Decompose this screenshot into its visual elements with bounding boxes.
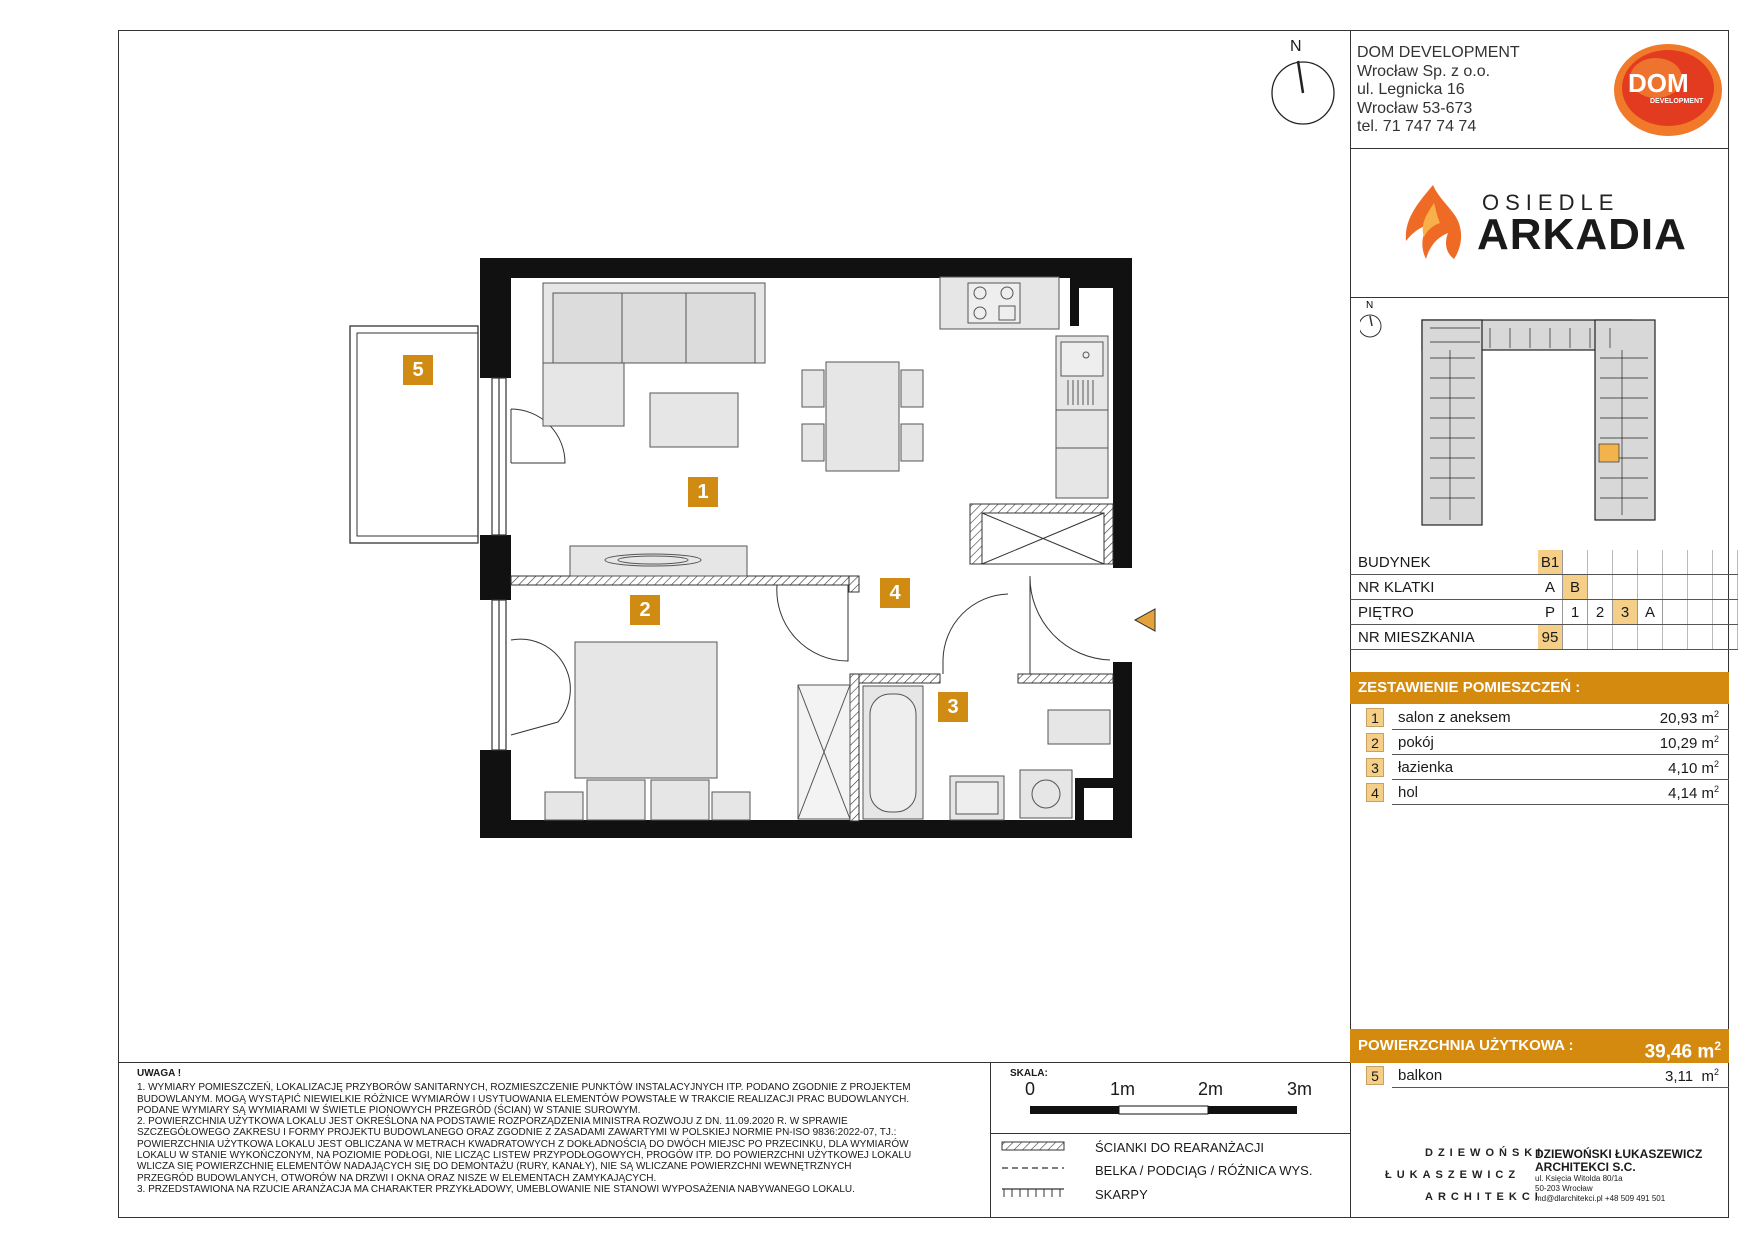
company-line: ul. Legnicka 16 bbox=[1357, 81, 1465, 98]
total-area-label: POWIERZCHNIA UŻYTKOWA : bbox=[1358, 1037, 1574, 1054]
sup-2: 2 bbox=[1713, 784, 1719, 794]
room-name: salon z aneksem bbox=[1398, 709, 1511, 726]
dom-development-logo bbox=[1610, 40, 1726, 140]
floor-option-selected: 3 bbox=[1613, 600, 1638, 625]
room-area-value: 4,10 bbox=[1668, 760, 1698, 777]
room-area-unit: m bbox=[1701, 785, 1714, 802]
balcony-name: balkon bbox=[1398, 1067, 1443, 1084]
dom-logo-text: DOM bbox=[1628, 68, 1689, 98]
building-key-plan bbox=[1360, 298, 1705, 534]
sup-2: 2 bbox=[1713, 709, 1719, 719]
balcony-area-unit: m bbox=[1701, 1068, 1714, 1085]
notes-title: UWAGA ! bbox=[137, 1068, 182, 1079]
note-line: WLICZA SIĘ POWIERZCHNIĘ ELEMENTÓW NADAJĄCYCH SIĘ DO DEMONTAŻU (RURY, KANAŁY), NIE SĄ WLICZANE POWIERZCHNI WEWNĘTRZNYCH bbox=[137, 1161, 852, 1173]
legend-item-beam: BELKA / PODCIĄG / RÓŻNICA WYS. bbox=[1095, 1163, 1313, 1178]
room-area-value: 10,29 bbox=[1659, 735, 1698, 752]
scale-tick: 2m bbox=[1198, 1079, 1224, 1099]
room-area-unit: m bbox=[1701, 710, 1714, 727]
company-line: tel. 71 747 74 74 bbox=[1357, 118, 1477, 135]
unit-label: NR MIESZKANIA bbox=[1350, 625, 1538, 650]
scale-tick: 0 bbox=[1025, 1079, 1036, 1099]
room-row bbox=[1350, 756, 1729, 780]
company-line: DOM DEVELOPMENT bbox=[1357, 44, 1520, 61]
brand-small-text: OSIEDLE bbox=[1482, 190, 1620, 215]
room-area bbox=[1668, 759, 1719, 777]
room-label-2: 2 bbox=[639, 599, 651, 621]
room-area bbox=[1660, 734, 1719, 752]
architect-city: 50-203 Wrocław bbox=[1535, 1184, 1593, 1193]
unit-row bbox=[1350, 625, 1738, 650]
dom-logo-subtext: DEVELOPMENT bbox=[1650, 98, 1704, 105]
scale-tick: 1m bbox=[1110, 1079, 1136, 1099]
sup-2: 2 bbox=[1714, 1039, 1721, 1053]
balcony-row bbox=[1350, 1064, 1729, 1088]
scale-label: SKALA: bbox=[1010, 1068, 1048, 1079]
note-line: 2. POWIERZCHNIA UŻYTKOWA LOKALU JEST OKREŚLONA NA PODSTAWIE ROZPORZĄDZENIA MINISTRA ROZWOJU Z DN. 11.09.2020 R. W SPRAWIE bbox=[137, 1116, 848, 1128]
rooms-header-text: ZESTAWIENIE POMIESZCZEŃ : bbox=[1358, 679, 1581, 696]
architect-logo bbox=[1385, 1142, 1546, 1208]
room-name: pokój bbox=[1398, 734, 1434, 751]
floor-option: 2 bbox=[1588, 600, 1613, 625]
architect-logo-line: DZIEWOŃSKI bbox=[1425, 1147, 1546, 1159]
room-name: hol bbox=[1398, 784, 1419, 801]
rooms-header bbox=[1350, 672, 1729, 704]
balcony-number: 5 bbox=[1366, 1066, 1384, 1085]
sup-2: 2 bbox=[1713, 734, 1719, 744]
floor-label: PIĘTRO bbox=[1350, 600, 1538, 625]
company-line: Wrocław Sp. z o.o. bbox=[1357, 62, 1491, 80]
note-line: POWIERZCHNIA UŻYTKOWA LOKALU JEST OBLICZANA W METRACH KWADRATOWYCH Z DOKŁADNOŚCIĄ DO DWÓCH MIEJSC PO PRZECINKU, DLA WYMIARÓW bbox=[137, 1138, 909, 1150]
architect-name-2: ARCHITEKCI S.C. bbox=[1535, 1160, 1636, 1174]
legend-symbols bbox=[1000, 1138, 1070, 1208]
sup-2: 2 bbox=[1713, 759, 1719, 769]
company-line: Wrocław 53-673 bbox=[1357, 99, 1473, 117]
arkadia-flame-icon bbox=[1398, 183, 1468, 263]
compass-north-label: N bbox=[1290, 38, 1302, 55]
room-area-unit: m bbox=[1701, 760, 1714, 777]
building-value: B1 bbox=[1538, 550, 1563, 575]
room-area bbox=[1660, 709, 1719, 727]
note-line: PODANE WYMIARY SĄ WYMIARAMI W ŚWIETLE PIONOWYCH PRZEGRÓD (ŚCIAN) W STANIE SUROWYM. bbox=[137, 1104, 641, 1116]
room-row bbox=[1350, 781, 1729, 805]
room-row bbox=[1350, 731, 1729, 755]
floor-row bbox=[1350, 600, 1738, 625]
room-number: 1 bbox=[1366, 708, 1384, 727]
scale-tick: 3m bbox=[1287, 1079, 1313, 1099]
compass bbox=[1272, 61, 1334, 124]
room-area-value: 20,93 bbox=[1659, 710, 1698, 727]
room-area bbox=[1668, 784, 1719, 802]
architect-address: ul. Księcia Witolda 80/1a bbox=[1535, 1174, 1623, 1183]
legend-item-slopes: SKARPY bbox=[1095, 1187, 1148, 1202]
divider bbox=[990, 1133, 1350, 1134]
floor-option: P bbox=[1538, 600, 1563, 625]
room-label-5: 5 bbox=[412, 359, 424, 381]
room-label-1: 1 bbox=[697, 481, 709, 503]
room-name: łazienka bbox=[1398, 759, 1454, 776]
note-line: PRZEGRÓD BUDOWLANYCH, OTWORÓW NA DRZWI I OKNA ORAZ NISZE W ELEMENTACH ZAMYKAJĄCYCH. bbox=[137, 1172, 657, 1184]
architect-name: DZIEWOŃSKI ŁUKASZEWICZ bbox=[1535, 1147, 1703, 1161]
note-line: 3. PRZEDSTAWIONA NA RZUCIE ARANŻACJA MA CHARAKTER PRZYKŁADOWY, UMEBLOWANIE NIE STANOWI WYPOSAŻENIA NABYWANEGO LOKALU. bbox=[137, 1183, 855, 1195]
divider bbox=[1350, 148, 1729, 149]
room-label-4: 4 bbox=[889, 582, 901, 604]
unit-value: 95 bbox=[1538, 625, 1563, 650]
divider bbox=[990, 1062, 991, 1218]
note-line: 1. WYMIARY POMIESZCZEŃ, LOKALIZACJĘ PRZYBORÓW SANITARNYCH, ROZMIESZCZENIE PUNKTÓW INSTALACYJNYCH ITP. PODANO ZGODNIE Z PROJEKTEM bbox=[137, 1082, 911, 1094]
room-number: 4 bbox=[1366, 783, 1384, 802]
architect-contact: md@dlarchitekci.pl +48 509 491 501 bbox=[1535, 1194, 1666, 1203]
svg-text:N: N bbox=[1366, 300, 1374, 311]
stair-label: NR KLATKI bbox=[1350, 575, 1538, 600]
disclaimer-notes bbox=[137, 1068, 967, 1195]
room-label-3: 3 bbox=[947, 696, 959, 718]
room-number: 3 bbox=[1366, 758, 1384, 777]
note-line: SZCZEGÓŁOWEGO ZAKRESU I FORMY PROJEKTU BUDOWLANEGO ORAZ ZGODNIE Z ZASADAMI ZAWARTYMI W POLSKIEJ NORMIE PN-ISO 9836:2022-07, TJ.: bbox=[137, 1127, 897, 1139]
room-number: 2 bbox=[1366, 733, 1384, 752]
floor-option: A bbox=[1638, 600, 1663, 625]
architect-logo-line: ARCHITEKCI bbox=[1425, 1191, 1543, 1203]
room-area-unit: m bbox=[1701, 735, 1714, 752]
total-area-number: 39,46 m bbox=[1644, 1041, 1715, 1063]
stair-option: A bbox=[1538, 575, 1563, 600]
scale-bar bbox=[1030, 1100, 1300, 1116]
building-row bbox=[1350, 550, 1738, 575]
room-row bbox=[1350, 706, 1729, 730]
architect-block bbox=[1385, 1142, 1725, 1208]
room-area-value: 4,14 bbox=[1668, 785, 1698, 802]
balcony-area-value: 3,11 bbox=[1665, 1068, 1694, 1085]
entrance-arrow bbox=[1135, 609, 1155, 631]
stair-row bbox=[1350, 575, 1738, 600]
floor-option: 1 bbox=[1563, 600, 1588, 625]
architect-details bbox=[1535, 1148, 1702, 1204]
building-label: BUDYNEK bbox=[1350, 550, 1538, 575]
architect-logo-line: ŁUKASZEWICZ bbox=[1385, 1169, 1521, 1181]
unit-info-table bbox=[1350, 550, 1738, 650]
total-area-header bbox=[1350, 1029, 1729, 1063]
sup-2: 2 bbox=[1713, 1067, 1719, 1077]
balcony-area bbox=[1665, 1067, 1719, 1085]
stair-option-selected: B bbox=[1563, 575, 1588, 600]
note-line: LOKALU W STANIE WYKOŃCZONYM, NA POZIOMIE PODŁOGI, NIE LICZĄC LISTEW PRZYPODŁOGOWYCH, PROGÓW ITP. DO POWIERZCHNI UŻYTKOWEJ LOKALU bbox=[137, 1150, 912, 1162]
note-line: BUDOWLANYM. MOGĄ WYSTĄPIĆ NIEWIELKIE RÓŻNICE WYMIARÓW I USYTUOWANIA ELEMENTÓW POWSTAŁE W TRAKCIE REALIZACJI PRAC BUDOWLANYCH. bbox=[137, 1093, 910, 1105]
brand-big-text: ARKADIA bbox=[1477, 210, 1687, 259]
company-address bbox=[1357, 44, 1520, 137]
legend-item-partitions: ŚCIANKI DO REARANŻACJI bbox=[1095, 1140, 1265, 1155]
